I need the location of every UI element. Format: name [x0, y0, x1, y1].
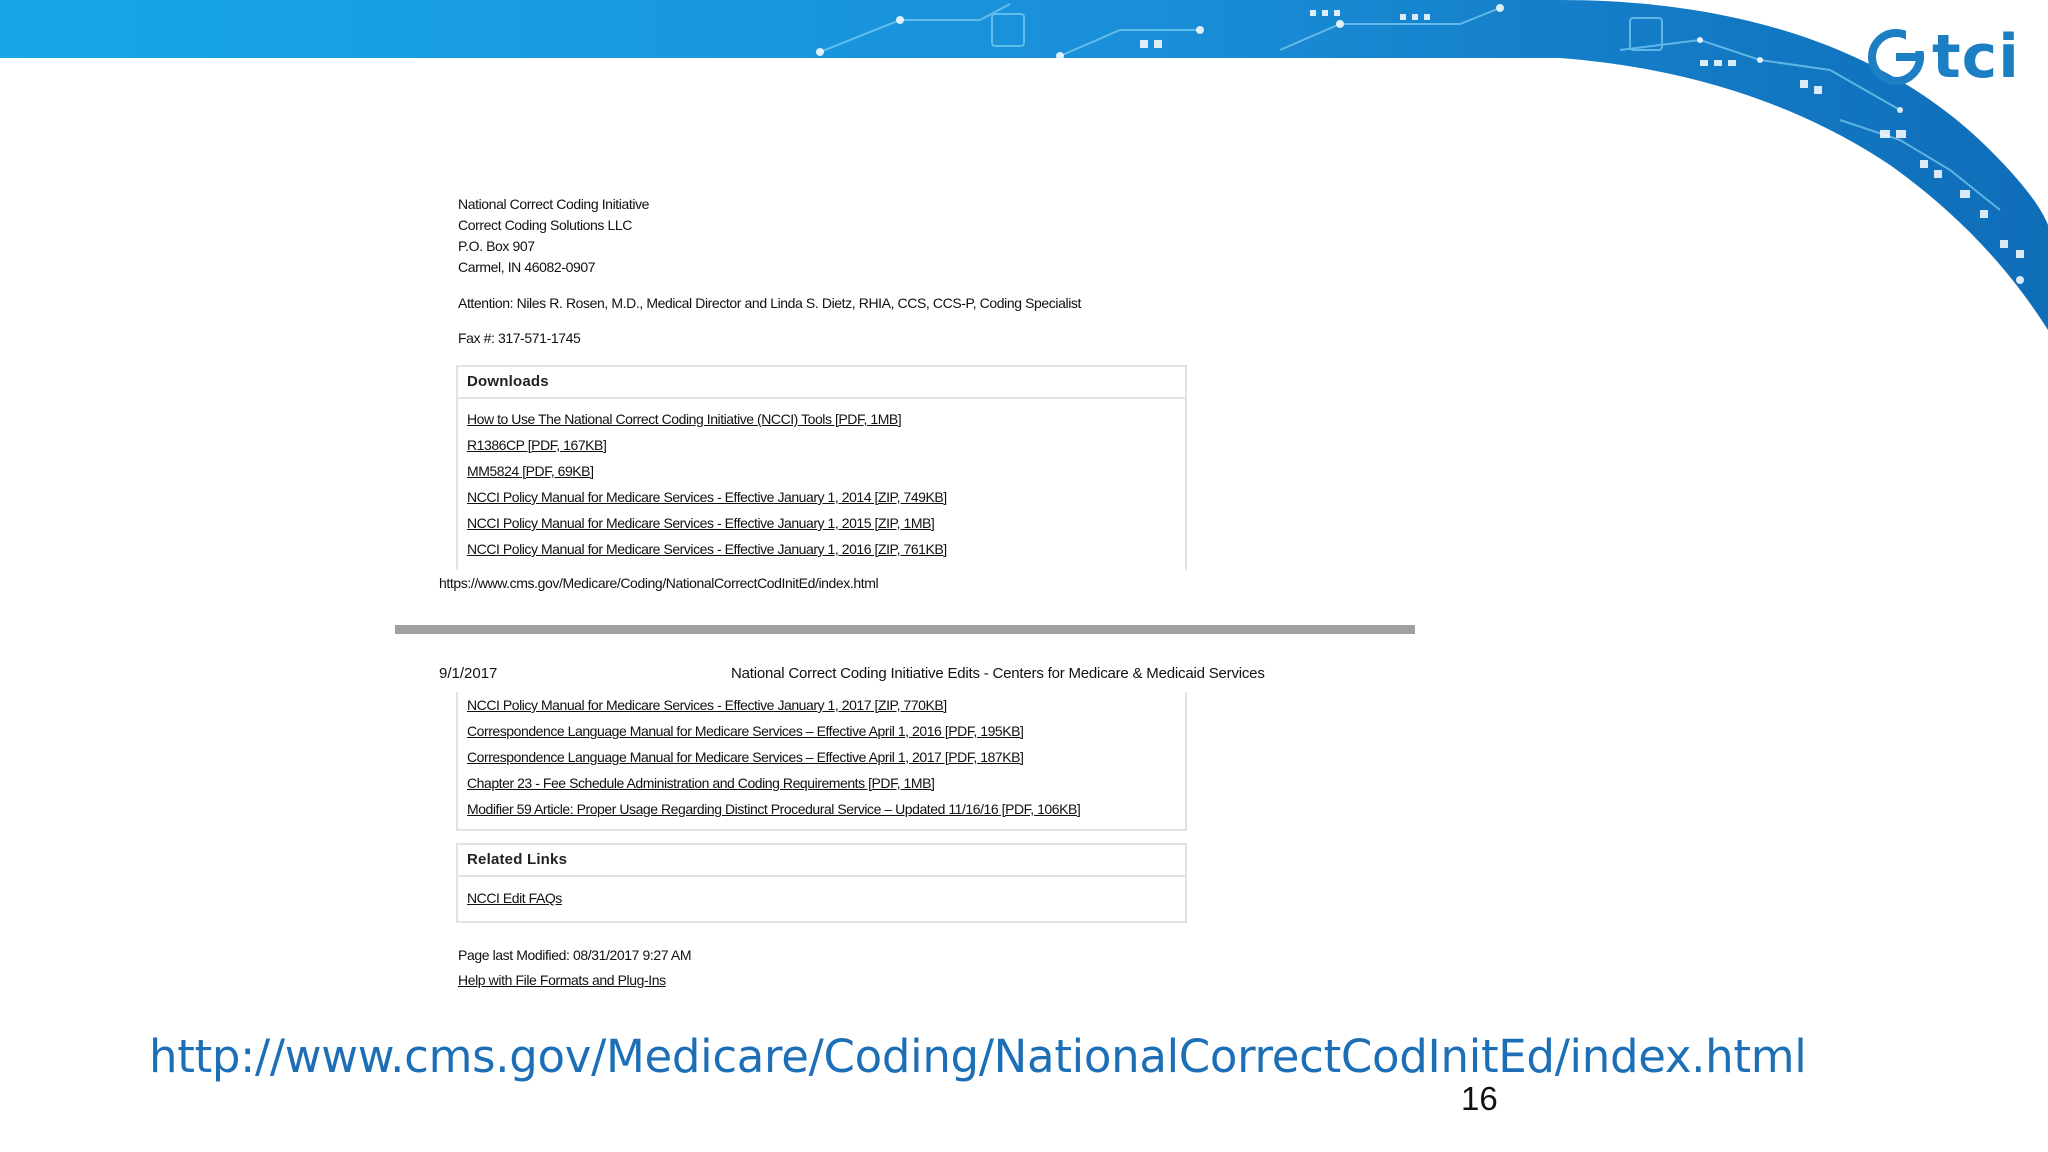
help-file-formats-link[interactable]: Help with File Formats and Plug-Ins	[458, 972, 666, 988]
attention-line: Attention: Niles R. Rosen, M.D., Medical Director and Linda S. Dietz, RHIA, CCS, CCS-P, Coding Specialist	[458, 295, 1082, 311]
related-links-heading: Related Links	[458, 845, 1185, 877]
address-line: Correct Coding Solutions LLC	[458, 217, 633, 233]
downloads-heading: Downloads	[458, 367, 1185, 399]
downloads-box-page2	[456, 692, 1187, 831]
address-line: Carmel, IN 46082-0907	[458, 259, 596, 275]
download-link[interactable]: NCCI Policy Manual for Medicare Services - Effective January 1, 2016 [ZIP, 761KB]	[467, 541, 947, 557]
download-link[interactable]: R1386CP [PDF, 167KB]	[467, 437, 607, 453]
address-block	[458, 194, 649, 278]
source-url-caption[interactable]: http://www.cms.gov/Medicare/Coding/NationalCorrectCodInitEd/index.html	[149, 1030, 1807, 1083]
tci-logo	[1866, 22, 2020, 92]
tci-logo-icon	[1866, 27, 1926, 87]
download-link[interactable]: Correspondence Language Manual for Medicare Services – Effective April 1, 2016 [PDF, 195KB]	[467, 723, 1024, 739]
page-last-modified: Page last Modified: 08/31/2017 9:27 AM	[458, 947, 692, 963]
address-line: National Correct Coding Initiative	[458, 196, 650, 212]
download-link[interactable]: MM5824 [PDF, 69KB]	[467, 463, 594, 479]
download-link[interactable]: NCCI Policy Manual for Medicare Services - Effective January 1, 2017 [ZIP, 770KB]	[467, 697, 947, 713]
downloads-box-page1	[456, 365, 1187, 570]
tci-logo-text: tci	[1932, 22, 2020, 92]
related-links-box	[456, 843, 1187, 923]
fax-line: Fax #: 317-571-1745	[458, 330, 581, 346]
page2-title: National Correct Coding Initiative Edits - Centers for Medicare & Medicaid Services	[731, 665, 1265, 682]
download-link[interactable]: Chapter 23 - Fee Schedule Administration and Coding Requirements [PDF, 1MB]	[467, 775, 935, 791]
slide-number: 16	[1461, 1080, 1498, 1117]
page1-footer-url: https://www.cms.gov/Medicare/Coding/NationalCorrectCodInitEd/index.html	[439, 575, 879, 591]
page2-date: 9/1/2017	[439, 665, 498, 682]
download-link[interactable]: NCCI Policy Manual for Medicare Services - Effective January 1, 2014 [ZIP, 749KB]	[467, 489, 947, 505]
page-divider	[395, 625, 1415, 634]
address-line: P.O. Box 907	[458, 238, 535, 254]
header-banner	[0, 0, 2048, 330]
download-link[interactable]: Modifier 59 Article: Proper Usage Regarding Distinct Procedural Service – Updated 11/16/16 [PDF, 106KB]	[467, 801, 1081, 817]
download-link[interactable]: How to Use The National Correct Coding Initiative (NCCI) Tools [PDF, 1MB]	[467, 411, 902, 427]
download-link[interactable]: Correspondence Language Manual for Medicare Services – Effective April 1, 2017 [PDF, 187KB]	[467, 749, 1024, 765]
page-cut-fade	[458, 560, 1185, 572]
download-link[interactable]: NCCI Policy Manual for Medicare Services - Effective January 1, 2015 [ZIP, 1MB]	[467, 515, 935, 531]
related-link-ncci-faqs[interactable]: NCCI Edit FAQs	[467, 890, 562, 906]
